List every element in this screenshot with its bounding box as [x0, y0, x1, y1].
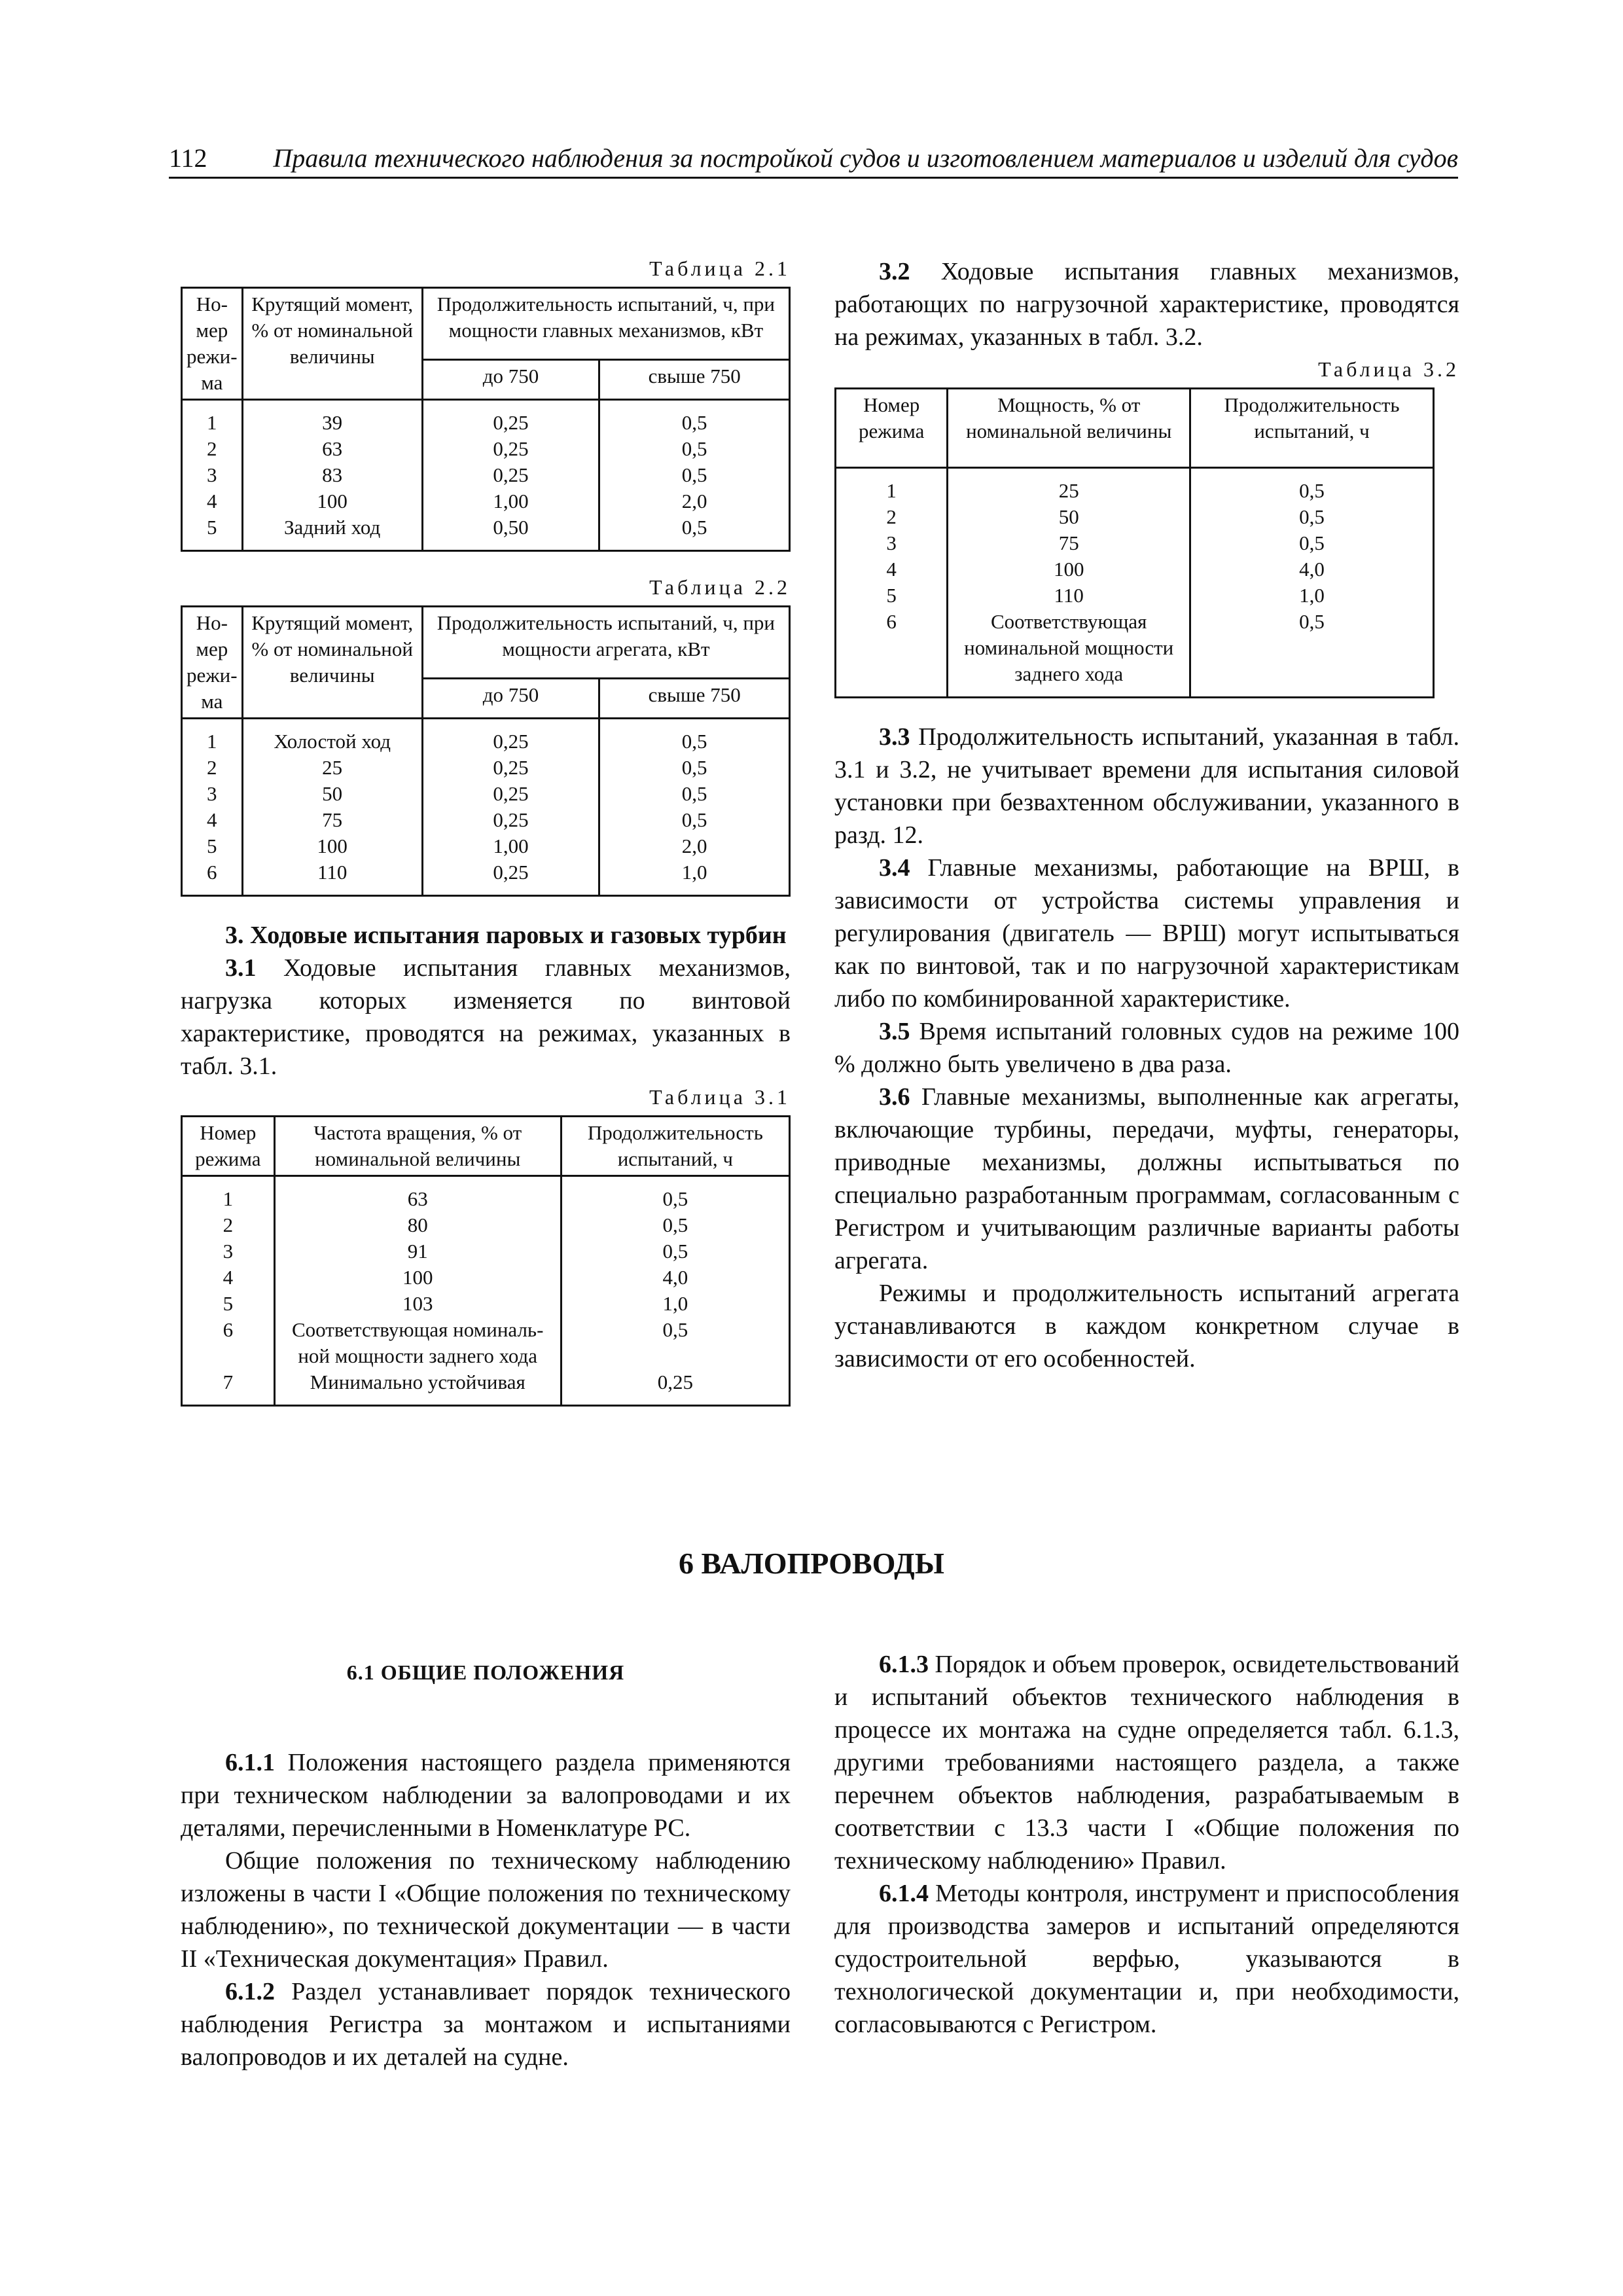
table-cell: Задний ход — [284, 516, 381, 539]
page-header — [169, 143, 1458, 179]
table-cell: 1 — [207, 730, 217, 753]
table-cell: 2,0 — [681, 490, 707, 512]
table-cell: Соответствующая номиналь- — [292, 1318, 544, 1341]
t31-h-mode: Номер режима — [182, 1117, 275, 1176]
table-cell: 50 — [322, 782, 343, 805]
table-cell: 100 — [317, 490, 348, 512]
table-cell: 1 — [207, 411, 217, 434]
t22-h-torque: Крутящий момент, % от номинальной величины — [242, 607, 422, 719]
paragraph-6-1-1-cont: Общие положения по техническому наблюдению изложены в части I «Общие положения по техническому наблюдению», по технической документации — в части II «Техническая документация» Правил. — [181, 1847, 791, 1973]
t22-h-over: свыше 750 — [599, 678, 790, 718]
table-3-1-caption: Таблица 3.1 — [649, 1085, 791, 1109]
t22-torque-col — [242, 719, 422, 896]
t21-upto-col — [422, 400, 599, 551]
table-cell: ной мощности заднего хода — [298, 1344, 538, 1367]
table-cell: 4 — [886, 558, 897, 581]
header-rule — [169, 177, 1458, 179]
table-cell: 6 — [886, 610, 897, 633]
page-number: 112 — [169, 143, 207, 173]
t32-h-duration: Продолжительность испытаний, ч — [1190, 389, 1434, 468]
table-cell: 3 — [207, 782, 217, 805]
t21-h-torque: Крутящий момент, % от номинальной величины — [242, 288, 422, 400]
table-cell: 110 — [1054, 584, 1084, 607]
table-cell: 0,50 — [493, 516, 529, 539]
table-cell: 75 — [322, 808, 343, 831]
table-cell: 2 — [223, 1213, 234, 1236]
paragraph-6-1-4: 6.1.4 Методы контроля, инструмент и приспособления для производства замеров и испытаний определяются судостроительной верфью, указываются в технологической документации и, при необходимости, согласовываются с Регистром. — [834, 1880, 1459, 2038]
table-cell: 0,25 — [493, 808, 529, 831]
table-cell: 50 — [1058, 505, 1079, 528]
table-cell: Холостой ход — [274, 730, 391, 753]
table-cell: 0,5 — [681, 463, 707, 486]
table-cell: 3 — [886, 531, 897, 554]
table-cell: 63 — [407, 1187, 428, 1210]
paragraph-3-3: 3.3 Продолжительность испытаний, указанная в табл. 3.1 и 3.2, не учитывает времени для испытания силовой установки при безвахтенном обслуживании, указанного в разд. 12. — [834, 723, 1459, 849]
table-cell: 0,25 — [657, 1371, 693, 1393]
table-cell: 1 — [223, 1187, 234, 1210]
t32-h-mode: Номер режима — [836, 389, 948, 468]
table-cell: 0,25 — [493, 756, 529, 779]
table-cell: 0,5 — [681, 756, 707, 779]
table-cell: 0,5 — [681, 782, 707, 805]
table-cell: Соответствующая — [990, 610, 1147, 633]
table-cell: 4 — [207, 490, 217, 512]
table-cell: 1,0 — [1299, 584, 1325, 607]
chapter-6-title: 6 ВАЛОПРОВОДЫ — [679, 1547, 944, 1580]
table-cell: 80 — [407, 1213, 428, 1236]
table-cell: 0,5 — [681, 516, 707, 539]
table-cell: 0,5 — [681, 411, 707, 434]
running-title: Правила технического наблюдения за постройкой судов и изготовлением материалов и изделий для судов — [273, 143, 1458, 173]
table-cell: 63 — [322, 437, 343, 460]
table-cell: 5 — [886, 584, 897, 607]
table-cell: 0,5 — [1299, 531, 1325, 554]
chapter-6-left-column — [181, 1648, 791, 2073]
table-cell: 6 — [223, 1318, 234, 1341]
table-cell: 100 — [317, 834, 348, 857]
t32-duration-col — [1190, 468, 1434, 698]
right-column — [834, 255, 1459, 1375]
t31-h-duration: Продолжительность испытаний, ч — [561, 1117, 789, 1176]
table-cell: 5 — [223, 1292, 234, 1315]
table-cell: 83 — [322, 463, 343, 486]
t32-power-col — [948, 468, 1190, 698]
paragraph-3-1: 3.1 Ходовые испытания главных механизмов, нагрузка которых изменяется по винтовой характеристике, проводятся на режимах, указанных в табл. 3.1. — [181, 954, 791, 1080]
table-2-2 — [181, 605, 791, 897]
table-cell: 0,25 — [493, 861, 529, 884]
table-cell: 2 — [886, 505, 897, 528]
table-2-2-caption: Таблица 2.2 — [649, 575, 791, 599]
chapter-6-right-column — [834, 1648, 1459, 2041]
table-cell: 0,5 — [1299, 610, 1325, 633]
paragraph-6-1-3: 6.1.3 Порядок и объем проверок, освидетельствований и испытаний объектов технического наблюдения в процессе их монтажа на судне определяется табл. 6.1.3, другими требованиями настоящего раздела, а также перечнем объектов наблюдения, разрабатываемым в соответствии с 13.3 части I «Общие положения по техническому наблюдению» Правил. — [834, 1651, 1459, 1874]
table-cell: заднего хода — [1014, 662, 1124, 685]
table-cell: 100 — [1053, 558, 1084, 581]
table-cell: 7 — [223, 1371, 234, 1393]
table-cell: 103 — [402, 1292, 433, 1315]
t22-over-col — [599, 719, 790, 896]
table-cell: 2,0 — [681, 834, 707, 857]
table-cell: 25 — [322, 756, 343, 779]
section-3-heading: 3. Ходовые испытания паровых и газовых турбин — [225, 922, 787, 949]
table-cell: 0,25 — [493, 411, 529, 434]
t32-mode-col — [836, 468, 948, 698]
table-cell: 5 — [207, 834, 217, 857]
table-cell: 1,0 — [662, 1292, 688, 1315]
left-column — [181, 255, 791, 1407]
paragraph-6-1-2: 6.1.2 Раздел устанавливает порядок технического наблюдения Регистра за монтажом и испытаниями валопроводов и их деталей на судне. — [181, 1978, 791, 2071]
table-cell: 110 — [317, 861, 348, 884]
paragraph-3-6-cont: Режимы и продолжительность испытаний агрегата устанавливаются в каждом конкретном случае в зависимости от его особенностей. — [834, 1280, 1459, 1372]
table-cell: 0,5 — [681, 730, 707, 753]
t31-duration-col — [561, 1176, 789, 1406]
table-cell: 3 — [207, 463, 217, 486]
t21-h-over: свыше 750 — [599, 359, 790, 399]
table-3-2 — [834, 387, 1435, 698]
paragraph-6-1-1: 6.1.1 Положения настоящего раздела применяются при техническом наблюдении за валопроводами и их деталями, перечисленными в Номенклатуре РС. — [181, 1749, 791, 1842]
table-cell: 0,5 — [662, 1240, 688, 1263]
t21-over-col — [599, 400, 790, 551]
table-2-1-caption: Таблица 2.1 — [649, 257, 791, 280]
t21-h-duration: Продолжительность испытаний, ч, при мощности главных механизмов, кВт — [422, 288, 789, 360]
t22-h-upto: до 750 — [422, 678, 599, 718]
table-cell: 0,5 — [681, 437, 707, 460]
table-cell: 1,00 — [493, 834, 529, 857]
table-cell: 4,0 — [662, 1266, 688, 1289]
table-cell: 4 — [223, 1266, 234, 1289]
table-cell: 4 — [207, 808, 217, 831]
table-cell: 4,0 — [1299, 558, 1325, 581]
table-cell: 25 — [1058, 479, 1079, 502]
table-cell: 0,5 — [662, 1318, 688, 1341]
t32-h-power: Мощность, % от номинальной величины — [948, 389, 1190, 468]
table-cell: 0,25 — [493, 782, 529, 805]
t22-upto-col — [422, 719, 599, 896]
table-cell: 1,0 — [681, 861, 707, 884]
table-cell: 75 — [1058, 531, 1079, 554]
table-cell: 3 — [223, 1240, 234, 1263]
table-cell: 39 — [322, 411, 343, 434]
table-cell: 2 — [207, 437, 217, 460]
section-6-1-heading: 6.1 ОБЩИЕ ПОЛОЖЕНИЯ — [346, 1660, 625, 1684]
table-cell: 91 — [407, 1240, 428, 1263]
t31-speed-col — [274, 1176, 561, 1406]
table-cell: Минимально устойчивая — [310, 1371, 526, 1393]
table-cell: 100 — [402, 1266, 433, 1289]
t31-h-speed: Частота вращения, % от номинальной величины — [274, 1117, 561, 1176]
table-cell: 0,25 — [493, 463, 529, 486]
table-cell: номинальной мощности — [964, 636, 1174, 659]
table-cell: 0,5 — [662, 1213, 688, 1236]
t21-h-upto: до 750 — [422, 359, 599, 399]
table-3-2-caption: Таблица 3.2 — [1318, 357, 1459, 381]
table-cell: 2 — [207, 756, 217, 779]
table-3-1 — [181, 1115, 791, 1407]
table-2-1 — [181, 287, 791, 552]
table-cell: 0,5 — [662, 1187, 688, 1210]
table-cell: 5 — [207, 516, 217, 539]
t22-h-mode: Но- мер режи- ма — [182, 607, 243, 719]
table-cell: 1,00 — [493, 490, 529, 512]
t22-mode-col — [182, 719, 243, 896]
table-cell: 0,25 — [493, 437, 529, 460]
paragraph-3-6: 3.6 Главные механизмы, выполненные как агрегаты, включающие турбины, передачи, муфты, генераторы, приводные механизмы, должны испытываться по специально разработанным программам, согласованным с Регистром и учитывающим различные варианты работы агрегата. — [834, 1083, 1459, 1274]
paragraph-3-4: 3.4 Главные механизмы, работающие на ВРШ, в зависимости от устройства системы управления и регулирования (двигатель — ВРШ) могут испытываться как по винтовой, так и по нагрузочной характеристикам либо по комбинированной характеристике. — [834, 854, 1459, 1013]
t21-torque-col — [242, 400, 422, 551]
table-cell: 1 — [886, 479, 897, 502]
t22-h-duration: Продолжительность испытаний, ч, при мощности агрегата, кВт — [422, 607, 789, 679]
table-cell: 0,5 — [1299, 505, 1325, 528]
t21-h-mode: Но- мер режи- ма — [182, 288, 243, 400]
paragraph-3-2: 3.2 Ходовые испытания главных механизмов, работающих по нагрузочной характеристике, проводятся на режимах, указанных в табл. 3.2. — [834, 258, 1459, 351]
t31-mode-col — [182, 1176, 275, 1406]
t21-mode-col — [182, 400, 243, 551]
table-cell: 0,25 — [493, 730, 529, 753]
table-cell: 6 — [207, 861, 217, 884]
table-cell: 0,5 — [681, 808, 707, 831]
paragraph-3-5: 3.5 Время испытаний головных судов на режиме 100 % должно быть увеличено в два раза. — [834, 1018, 1459, 1078]
table-cell: 0,5 — [1299, 479, 1325, 502]
